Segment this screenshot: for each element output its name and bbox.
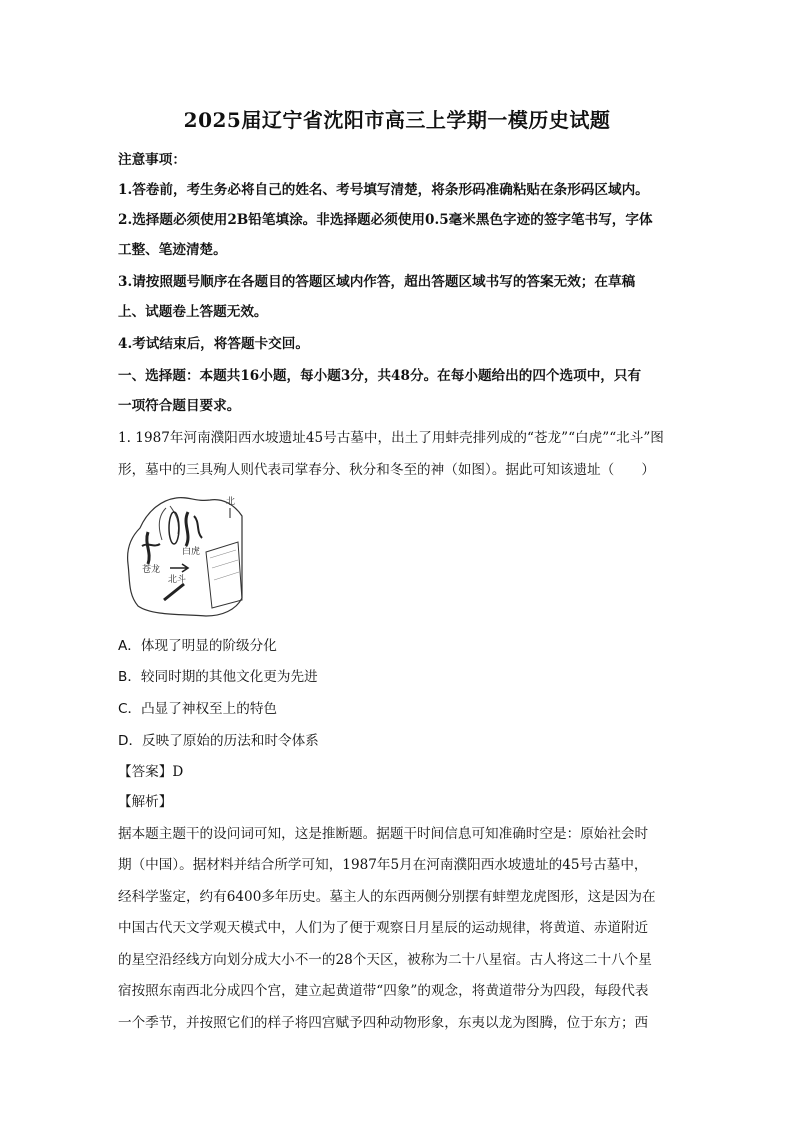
notice-item-3: 3.请按照题号顺序在各题目的答题区域内作答，超出答题区域书写的答案无效；在草稿 xyxy=(118,274,636,290)
main-burial-figure xyxy=(169,512,179,544)
notice-item-3-cont: 上、试题卷上答题无效。 xyxy=(118,304,268,320)
dragon-body xyxy=(142,544,160,546)
page-title: 2025届辽宁省沈阳市高三上学期一模历史试题 xyxy=(183,108,611,132)
tiger-body xyxy=(194,516,202,538)
analysis-line: 的星空沿经线方向划分成大小不一的28个天区，被称为二十八星宿。古人将这二十八个星 xyxy=(118,952,652,968)
dragon-shape xyxy=(147,532,149,564)
option-d: D．反映了原始的历法和时令体系 xyxy=(118,733,319,749)
analysis-line: 期（中国）。据材料并结合所学可知，1987年5月在河南濮阳西水坡遗址的45号古墓中， xyxy=(118,857,648,873)
answer-line: 【答案】D xyxy=(118,764,184,780)
notice-item-2-cont: 工整、笔迹清楚。 xyxy=(118,242,227,258)
analysis-line: 宿按照东南西北分成四个宫，建立起黄道带“四象”的观念，将黄道带分为四段，每段代表 xyxy=(118,983,649,999)
big-dipper-arrow xyxy=(170,564,188,572)
analysis-heading: 【解析】 xyxy=(118,794,173,810)
analysis-line: 经科学鉴定，约有6400多年历史。墓主人的东西两侧分别摆有蚌塑龙虎图形，这是因为在 xyxy=(118,889,656,905)
white-tiger-label: 白虎 xyxy=(182,547,201,557)
option-a: A．体现了明显的阶级分化 xyxy=(118,638,277,654)
question-1-stem: 1. 1987年河南濮阳西水坡遗址45号古墓中，出土了用蚌壳排列成的“苍龙”“白虎”“北斗”图 xyxy=(118,430,664,446)
notice-heading: 注意事项： xyxy=(118,152,186,168)
analysis-line: 中国古代天文学观天模式中，人们为了便于观察日月星辰的运动规律，将黄道、赤道附近 xyxy=(118,920,649,936)
notice-item-4: 4.考试结束后，将答题卡交回。 xyxy=(118,336,309,352)
tiger-shape xyxy=(186,512,188,546)
analysis-line: 一个季节，并按照它们的样子将四宫赋予四种动物形象，东夷以龙为图腾，位于东方；西 xyxy=(118,1015,649,1031)
side-chamber xyxy=(206,542,242,608)
notice-item-2: 2.选择题必须使用2B铅笔填涂。非选择题必须使用0.5毫米黑色字迹的签字笔书写，字体 xyxy=(118,212,653,228)
question-1-stem-cont: 形，墓中的三具殉人则代表司掌春分、秋分和冬至的神（如图）。据此可知该遗址（ ） xyxy=(118,462,655,478)
tomb-diagram-figure xyxy=(118,488,246,620)
analysis-line: 据本题主题干的设问词可知，这是推断题。据题干时间信息可知准确时空是：原始社会时 xyxy=(118,826,649,842)
azure-dragon-label: 苍龙 xyxy=(142,565,161,575)
option-b: B．较同时期的其他文化更为先进 xyxy=(118,669,318,685)
option-c: C．凸显了神权至上的特色 xyxy=(118,701,278,717)
section-heading: 一、选择题：本题共16小题，每小题3分，共48分。在每小题给出的四个选项中，只有 xyxy=(118,368,642,384)
sacrificed-figure xyxy=(164,584,184,600)
side-chamber-hatching xyxy=(210,550,239,580)
section-heading-cont: 一项符合题目要求。 xyxy=(118,398,241,414)
north-label: 北 xyxy=(226,497,236,507)
big-dipper-label: 北斗 xyxy=(168,575,187,585)
notice-item-1: 1.答卷前，考生务必将自己的姓名、考号填写清楚，将条形码准确粘贴在条形码区域内。 xyxy=(118,182,649,198)
